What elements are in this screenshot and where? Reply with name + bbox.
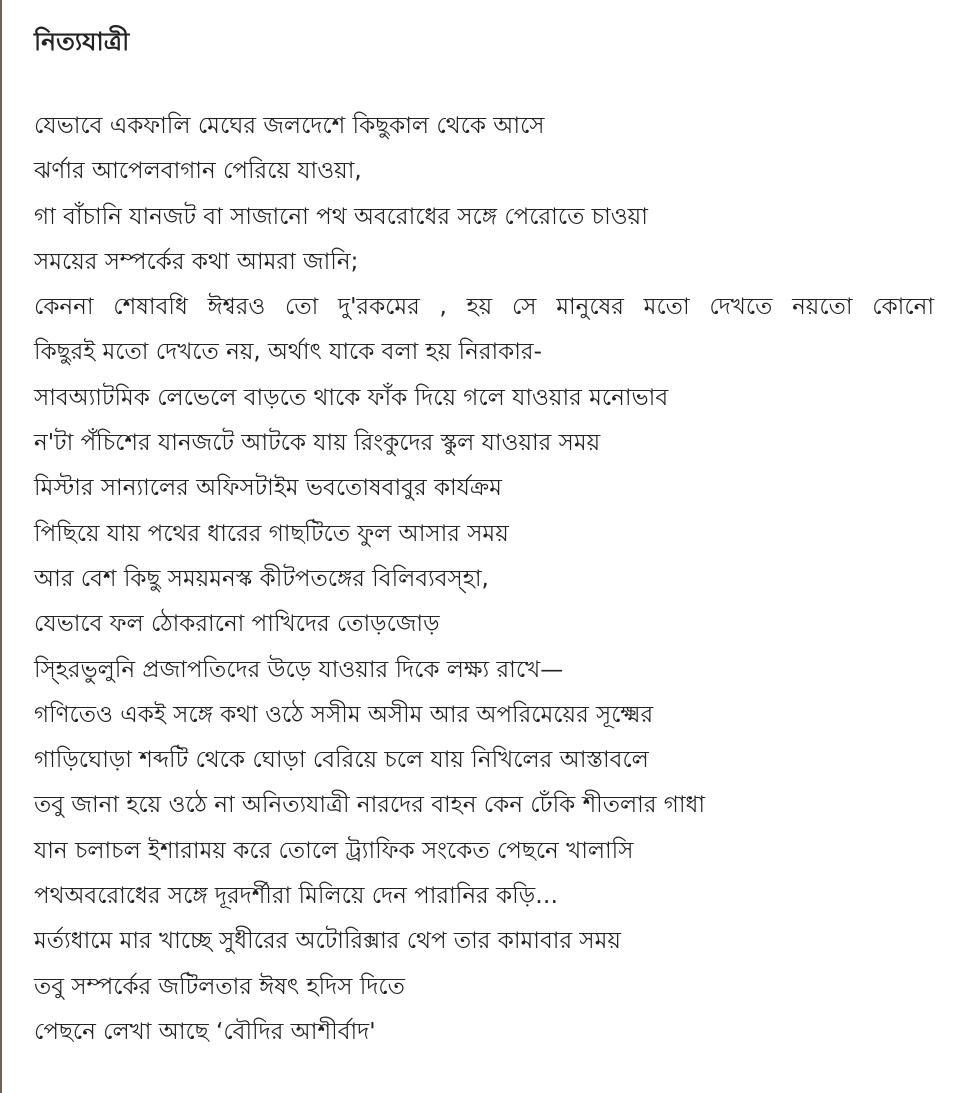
poem-line: পেছনে লেখা আছে ‘বৌদির আশীর্বাদ' bbox=[34, 1018, 376, 1045]
poem-line: যেভাবে একফালি মেঘের জলদেশে কিছুকাল থেকে আসে bbox=[34, 113, 545, 139]
poem-line: আর বেশ কিছু সময়মনস্ক কীটপতঙ্গের বিলিব্যবস্হা, bbox=[34, 565, 489, 592]
poem-page bbox=[34, 22, 934, 1055]
poem-line: পিছিয়ে যায় পথের ধারের গাছটিতে ফুল আসার সময় bbox=[34, 520, 509, 547]
poem-line: স্হিরভুলুনি প্রজাপতিদের উড়ে যাওয়ার দিকে লক্ষ্য রাখে— bbox=[34, 656, 564, 683]
poem-line: যেভাবে ফল ঠোকরানো পাখিদের তোড়জোড় bbox=[34, 611, 440, 638]
poem-line: সময়ের সম্পর্কের কথা আমরা জানি; bbox=[34, 248, 359, 275]
poem-line: গণিতেও একই সঙ্গে কথা ওঠে সসীম অসীম আর অপরিমেয়ের সূক্ষ্মের bbox=[34, 701, 654, 728]
poem-line: গাড়িঘোড়া শব্দটি থেকে ঘোড়া বেরিয়ে চলে যায় নিখিলের আস্তাবলে bbox=[34, 747, 649, 774]
poem-line: সাবঅ্যাটমিক লেভেলে বাড়তে থাকে ফাঁক দিয়ে গলে যাওয়ার মনোভাব bbox=[34, 384, 669, 411]
poem-line: কেননা শেষাবধি ঈশ্বরও তো দু'রকমের , হয় সে মানুষের মতো দেখতে নয়তো কোনো bbox=[34, 294, 934, 321]
poem-line: মর্ত্যধামে মার খাচ্ছে সুধীরের অটোরিক্সার থেপ তার কামাবার সময় bbox=[34, 928, 621, 955]
poem-line: তবু জানা হয়ে ওঠে না অনিত্যযাত্রী নারদের বাহন কেন ঢেঁকি শীতলার গাধা bbox=[34, 792, 706, 819]
poem-line: গা বাঁচানি যানজট বা সাজানো পথ অবরোধের সঙ্গে পেরোতে চাওয়া bbox=[34, 203, 648, 230]
poem-line: ঝর্ণার আপেলবাগান পেরিয়ে যাওয়া, bbox=[34, 158, 362, 185]
poem-line: তবু সম্পর্কের জটিলতার ঈষৎ হদিস দিতে bbox=[34, 973, 405, 1000]
poem-title: নিত্যযাত্রী bbox=[34, 27, 130, 56]
left-border-rule bbox=[0, 0, 2, 1093]
poem-line: কিছুরই মতো দেখতে নয়, অর্থাৎ যাকে বলা হয় নিরাকার- bbox=[34, 339, 542, 366]
poem-line: পথঅবরোধের সঙ্গে দূরদর্শীরা মিলিয়ে দেন পারানির কড়ি… bbox=[34, 883, 559, 910]
poem-line: ন'টা পঁচিশের যানজটে আটকে যায় রিংকুদের স্কুল যাওয়ার সময় bbox=[34, 430, 601, 457]
poem-line: মিস্টার সান্যালের অফিসটাইম ভবতোষবাবুর কার্যক্রম bbox=[34, 475, 502, 502]
poem-body bbox=[34, 104, 934, 1055]
poem-line: যান চলাচল ইশারাময় করে তোলে ট্র্যাফিক সংকেত পেছনে খালাসি bbox=[34, 837, 634, 864]
